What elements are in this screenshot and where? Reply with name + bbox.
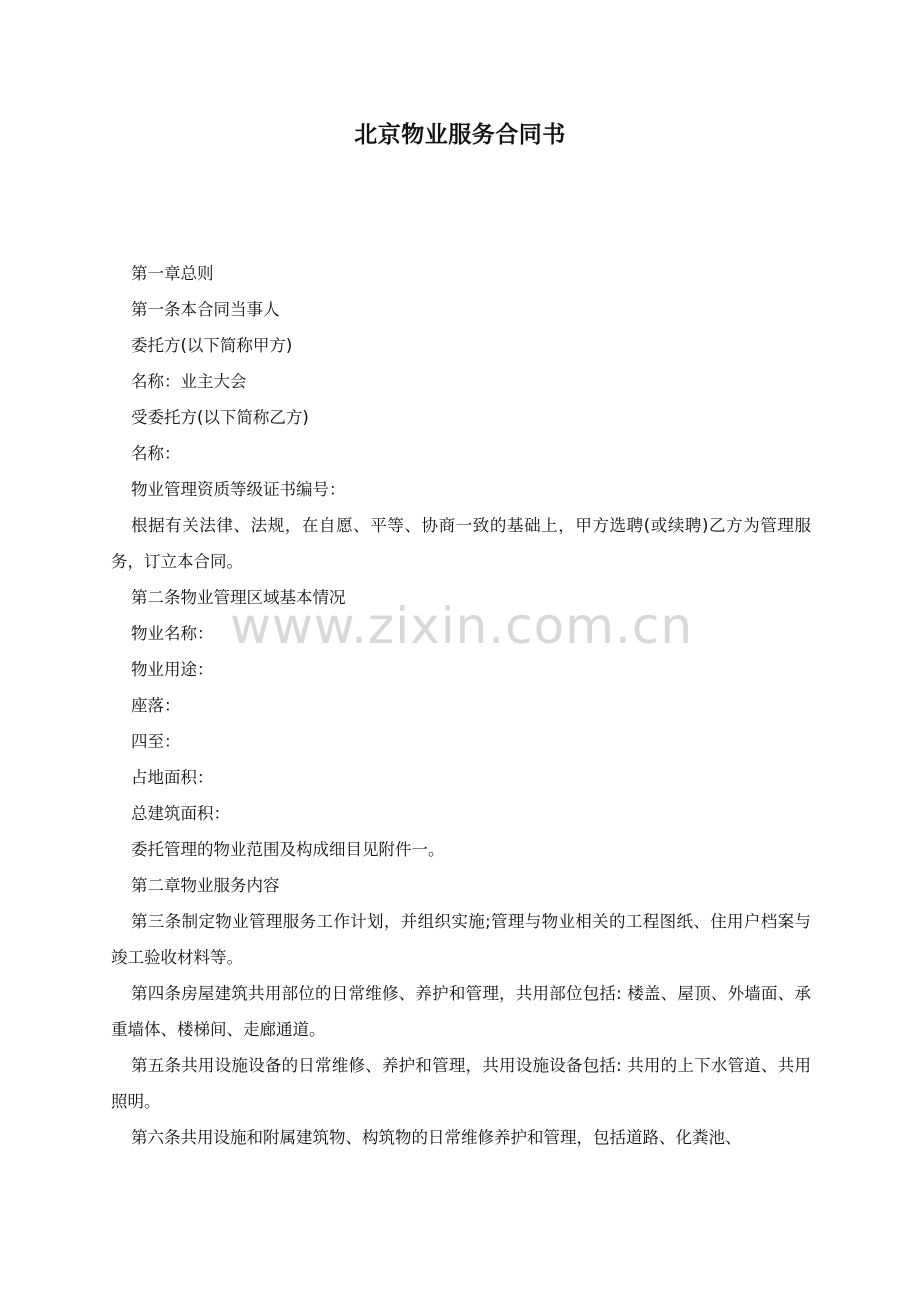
total-floor-area: 总建筑面积：	[131, 804, 230, 823]
article-heading: 第二条物业管理区域基本情况	[131, 588, 346, 607]
article-paragraph: 第三条制定物业管理服务工作计划，并组织实施;管理与物业相关的工程图纸、住用户档案与竣工验收材料等。	[111, 912, 811, 967]
article-paragraph: 第六条共用设施和附属建筑物、构筑物的日常维修养护和管理，包括道路、化粪池、	[131, 1128, 742, 1147]
article-heading: 第一条本合同当事人	[131, 300, 280, 319]
article-paragraph: 第五条共用设施设备的日常维修、养护和管理，共用设施设备包括: 共用的上下水管道、共用照明。	[111, 1056, 811, 1111]
party-a-label: 委托方(以下简称甲方)	[131, 336, 293, 355]
article-paragraph: 第四条房屋建筑共用部位的日常维修、养护和管理，共用部位包括: 楼盖、屋顶、外墙面、承重墙体、楼梯间、走廊通道。	[111, 984, 811, 1039]
property-name: 物业名称：	[131, 624, 214, 643]
certificate-number: 物业管理资质等级证书编号：	[131, 480, 346, 499]
scope-note: 委托管理的物业范围及构成细目见附件一。	[131, 840, 445, 859]
chapter-heading: 第二章物业服务内容	[131, 876, 280, 895]
land-area: 占地面积：	[131, 768, 214, 787]
chapter-heading: 第一章总则	[131, 264, 214, 283]
property-boundaries: 四至：	[131, 732, 181, 751]
contract-basis: 根据有关法律、法规，在自愿、平等、协商一致的基础上，甲方选聘(或续聘)乙方为管理服务，订立本合同。	[111, 516, 811, 571]
document-title: 北京物业服务合同书	[354, 122, 566, 148]
party-b-name: 名称：	[131, 444, 181, 463]
party-a-name: 名称：业主大会	[131, 372, 247, 391]
property-location: 座落：	[131, 696, 181, 715]
party-b-label: 受委托方(以下简称乙方)	[131, 408, 309, 427]
watermark-text: www.zixin.com.cn	[230, 597, 694, 655]
property-use: 物业用途：	[131, 660, 214, 679]
document-body	[111, 256, 811, 1156]
